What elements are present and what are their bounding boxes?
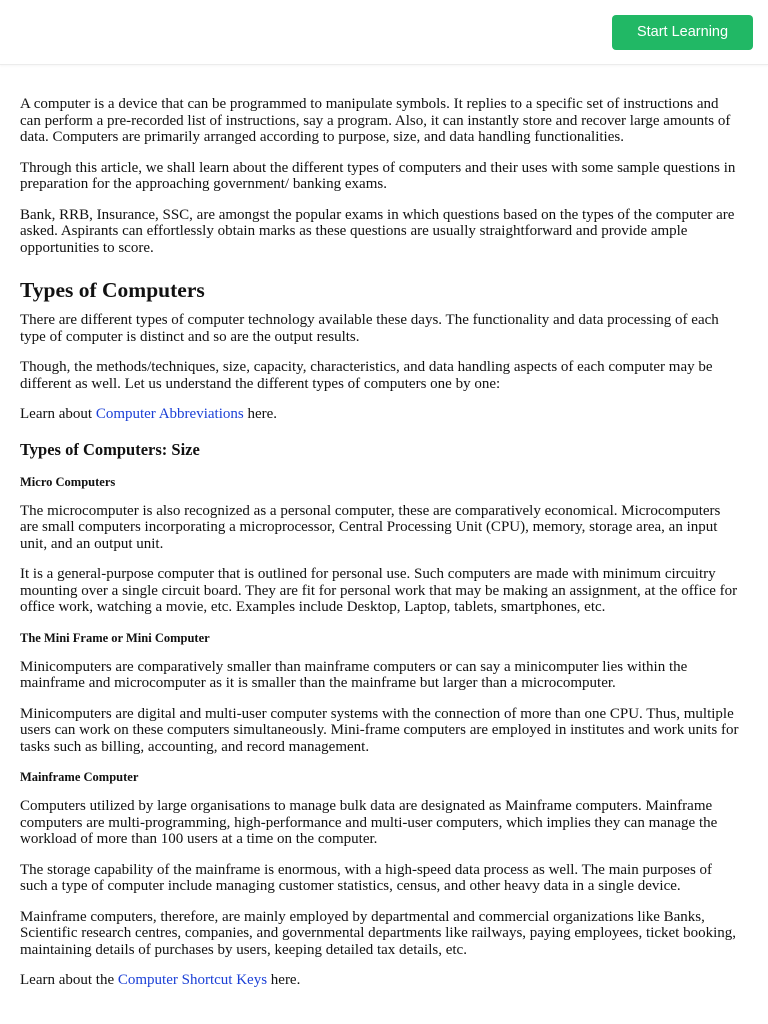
intro-paragraph-2: Through this article, we shall learn about the different types of computers and their uses with some sample questions in preparation for the approaching government/ banking exams. <box>20 159 736 192</box>
learn-shortcut-suffix: here. <box>267 972 301 988</box>
mainframe-paragraph-3: Mainframe computers, therefore, are mainly employed by departmental and commercial organizations like Banks, Scientific research centres, companies, and governmental departments like railways, paying employees, ticket booking, maintaining details of purchases by users, keeping detailed tax details, etc. <box>20 908 737 958</box>
types-of-computers-heading: Types of Computers <box>20 278 205 302</box>
computer-abbreviations-link[interactable]: Computer Abbreviations <box>95 406 244 422</box>
intro-paragraph-3: Bank, RRB, Insurance, SSC, are amongst the popular exams in which questions based on the types of the computer are asked. Aspirants can effortlessly obtain marks as these questions are usually straightforward and provide ample opportunities to score. <box>20 206 735 256</box>
computer-shortcut-keys-link[interactable]: Computer Shortcut Keys <box>117 972 268 988</box>
learn-about-shortcuts <box>20 972 742 989</box>
learn-about-abbreviations <box>20 406 742 423</box>
learn-shortcut-prefix: Learn about the <box>20 972 118 988</box>
intro-paragraph-1: A computer is a device that can be programmed to manipulate symbols. It replies to a specific set of instructions and can perform a pre-recorded list of instructions, say a program. Also, it can instantly store and recover large amounts of data. Computers are primarily arranged according to purpose, size, and data handling functionalities. <box>20 96 731 145</box>
mini-paragraph-2: Minicomputers are digital and multi-user computer systems with the connection of more than one CPU. Thus, multiple users can work on these computers simultaneously. Mini-frame computers are employed in institutes and work units for tasks such as billing, accounting, and record management. <box>20 705 739 755</box>
mainframe-paragraph-2: The storage capability of the mainframe is enormous, with a high-speed data process as well. The main purposes of such a type of computer include managing customer statistics, census, and other heavy data in a single device. <box>20 861 713 894</box>
micro-paragraph-2: It is a general-purpose computer that is outlined for personal use. Such computers are made with minimum circuitry mounting over a single circuit board. They are fit for personal work that may be making an assignment, at the office for office work, watching a movie, etc. Examples include Desktop, Laptop, tablets, smartphones, etc. <box>20 566 738 615</box>
micro-computers-heading: Micro Computers <box>20 474 116 489</box>
start-learning-button[interactable]: Start Learning <box>612 15 753 50</box>
mainframe-computer-heading: Mainframe Computer <box>20 770 139 784</box>
article-content <box>20 96 742 1003</box>
micro-paragraph-1: The microcomputer is also recognized as a personal computer, these are comparatively economical. Microcomputers are small computers incorporating a microprocessor, Central Processing Unit (CPU), memory, storage area, an input unit, and an output unit. <box>20 502 721 552</box>
mainframe-paragraph-1: Computers utilized by large organisations to manage bulk data are designated as Mainframe computers. Mainframe computers are multi-programming, high-performance and multi-user computers, which implies they can manage the workload of more than 100 users at a time on the computer. <box>20 798 718 847</box>
learn-abbrev-prefix: Learn about <box>20 406 96 422</box>
mini-paragraph-1: Minicomputers are comparatively smaller than mainframe computers or can say a minicomputer lies within the mainframe and microcomputer as it is smaller than the mainframe but larger than a microcomputer. <box>20 658 688 691</box>
types-by-size-heading: Types of Computers: Size <box>20 439 200 459</box>
types-paragraph-1: There are different types of computer technology available these days. The functionality and data processing of each type of computer is distinct and so are the output results. <box>20 312 719 345</box>
mini-computer-heading: The Mini Frame or Mini Computer <box>20 630 210 645</box>
types-paragraph-2: Though, the methods/techniques, size, capacity, characteristics, and data handling aspects of each computer may be different as well. Let us understand the different types of computers one by one: <box>20 359 713 392</box>
learn-abbrev-suffix: here. <box>243 406 278 422</box>
top-header-bar <box>0 0 768 65</box>
